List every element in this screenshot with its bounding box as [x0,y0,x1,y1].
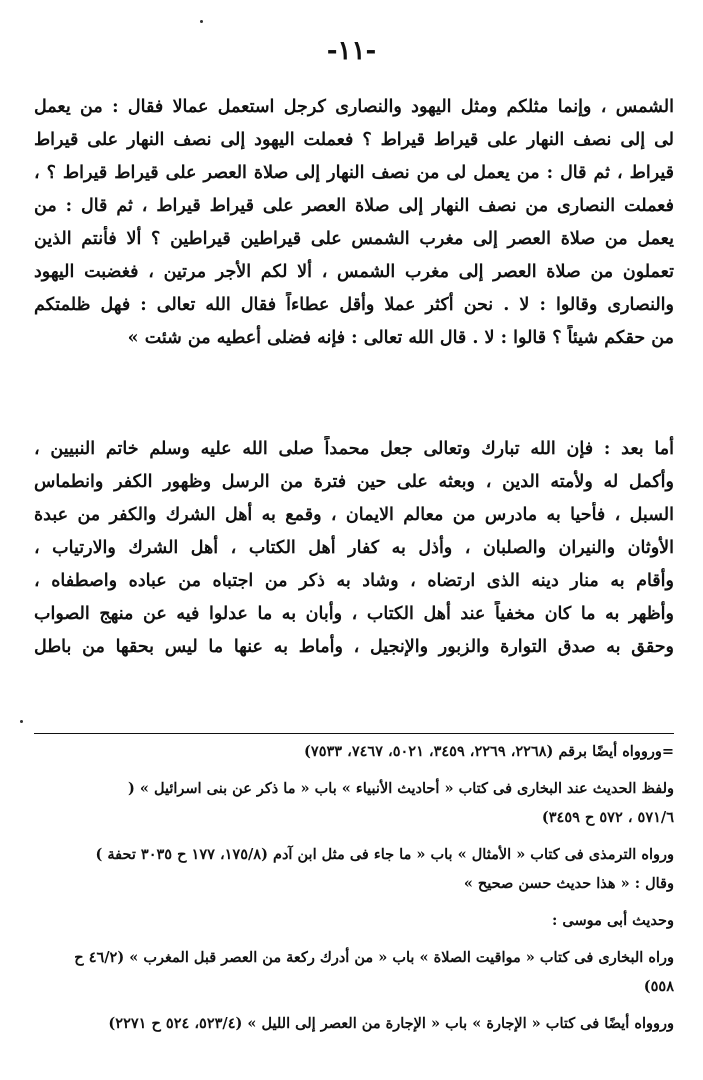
footnote-line: ولفظ الحديث عند البخارى فى كتاب « أحاديث الأنبياء » باب « ما ذكر عن بنى اسرائيل » ( [127,780,674,797]
text-line: قيراط ، ثم قال : من يعمل لى من نصف النهار إلى صلاة العصر على قيراط قيراط ؟ ، [34,163,674,183]
footnote-line: ٥٥٨) [643,978,674,995]
text-line: يعمل من صلاة العصر إلى مغرب الشمس على قيراطين قيراطين ؟ ألا فأنتم الذين [34,229,674,249]
text-line: السبل ، فأحيا به مادرس من معالم الايمان ، وقمع به أهل الشرك والكفر من عبدة [34,505,674,525]
text-line: وأكمل له ولأمته الدين ، وبعثه على حين فترة من الرسل وظهور الكفر وانطماس [34,472,674,492]
page-number: -١١- [326,36,377,66]
text-line: الشمس ، وإنما مثلكم ومثل اليهود والنصارى كرجل استعمل عمالا فقال : من يعمل [34,97,674,117]
text-line: والنصارى وقالوا : لا . نحن أكثر عملا وأقل عطاءاً فقال الله تعالى : فهل ظلمتكم [34,295,674,315]
footnote-line: وروواه أيضًا فى كتاب « الإجارة » باب « الإجارة من العصر إلى الليل » (٥٢٣/٤، ٥٢٤ ح ٢٢٧١) [108,1015,674,1032]
text-line: من حقكم شيئاً ؟ قالوا : لا . قال الله تعالى : فإنه فضلى أعطيه من شئت » [127,328,674,348]
body-paragraph [34,436,674,661]
text-line: فعملت النصارى من نصف النهار إلى صلاة العصر على قيراط قيراط ، ثم قال : من [34,196,674,216]
footnote-line: وراه البخارى فى كتاب « مواقيت الصلاة » باب « من أدرك ركعة من العصر قبل المغرب » (٤٦/٢ ح [74,949,674,966]
text-line: وأقام به منار دينه الذى ارتضاه ، وشاد به ذكر من اجتباه من عباده واصطفاه ، [34,571,674,591]
text-line: لى إلى نصف النهار على قيراط قيراط ؟ فعملت اليهود إلى نصف النهار على قيراط [34,130,674,150]
footnote-line: وقال : « هذا حديث حسن صحيح » [463,875,674,892]
footnote-line: وحديث أبى موسى : [552,912,674,929]
footnote-line: ٥٧١/٦ ، ٥٧٢ ح ٣٤٥٩) [541,809,674,826]
footnotes [44,740,674,1035]
footnote-separator [34,733,674,734]
footnote-line: =وروواه أيضًا برقم (٢٢٦٨، ٢٢٦٩، ٣٤٥٩، ٥٠٢١، ٧٤٦٧، ٧٥٣٣) [304,743,674,760]
text-line: أما بعد : فإن الله تبارك وتعالى جعل محمداً صلى الله عليه وسلم خاتم النبيين ، [34,439,674,459]
footnote-line: ورواه الترمذى فى كتاب « الأمثال » باب « ما جاء فى مثل ابن آدم (١٧٥/٨، ١٧٧ ح ٣٠٣٥ تحفة ) [95,846,674,863]
text-line: الأوثان والنيران والصلبان ، وأذل به كفار أهل الكتاب ، أهل الشرك والارتياب ، [34,538,674,558]
hadith-paragraph [34,94,674,352]
speck [20,720,23,723]
speck [200,20,203,23]
text-line: تعملون من صلاة العصر إلى مغرب الشمس ، ألا لكم الأجر مرتين ، فغضبت اليهود [34,262,674,282]
text-line: وأظهر به ما كان مخفياً عند أهل الكتاب ، وأبان به ما عدلوا فيه عن منهج الصواب [34,604,674,624]
text-line: وحقق به صدق التوارة والزبور والإنجيل ، وأماط به عنها ما ليس بحقها من باطل [34,637,674,657]
